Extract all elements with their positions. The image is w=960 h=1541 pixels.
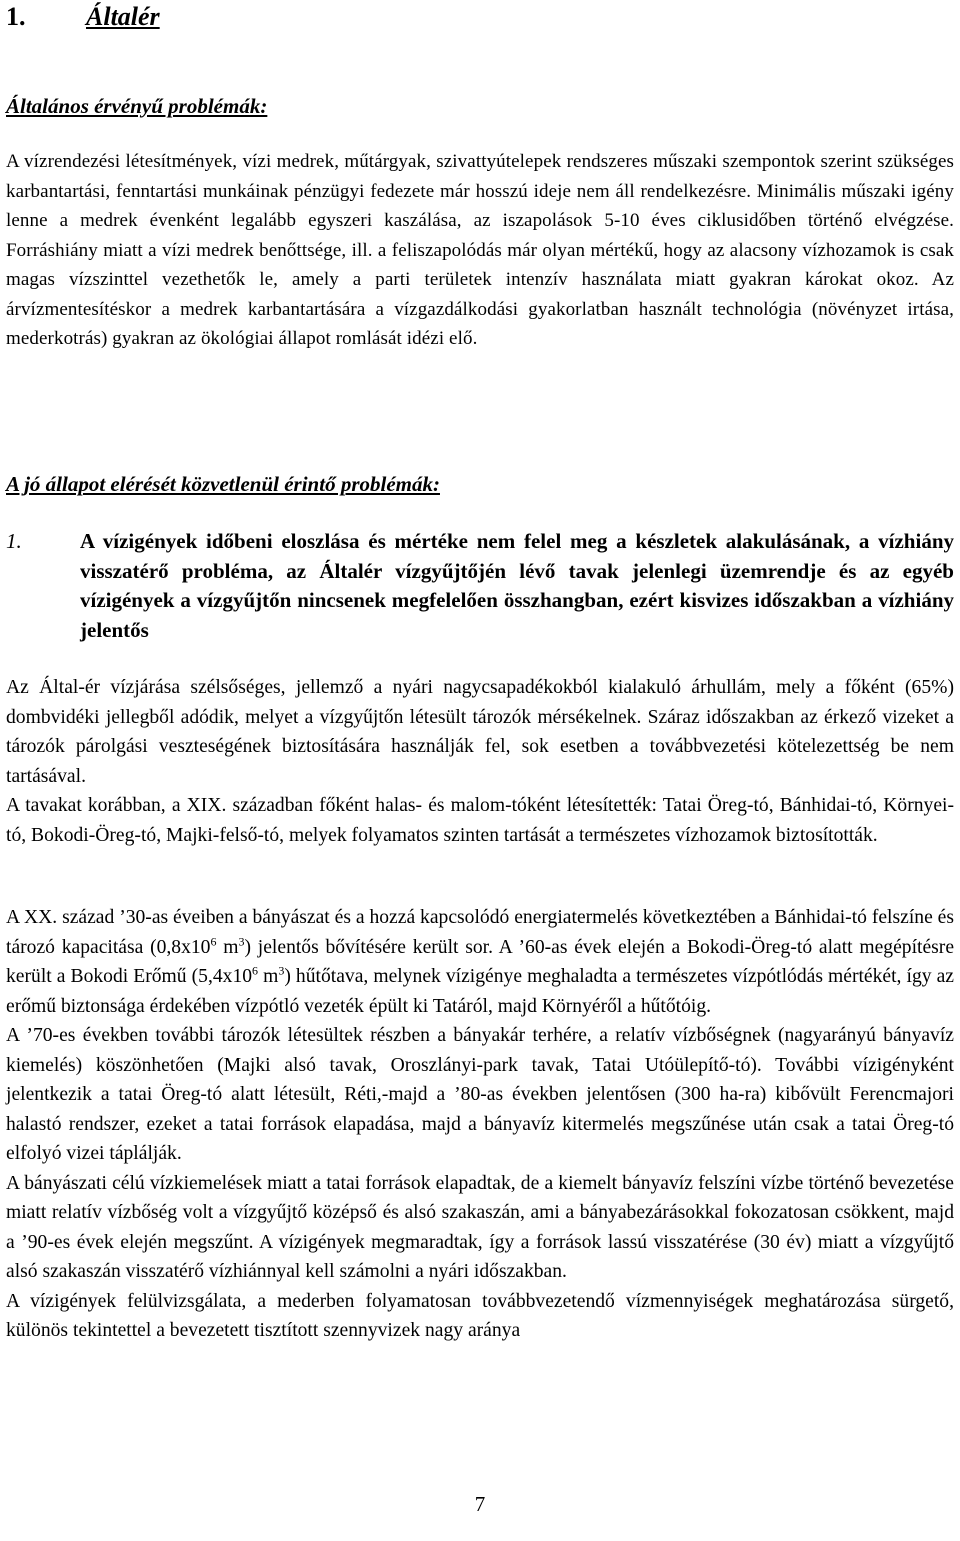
paragraph-felulvizsgalat: A vízigények felülvizsgálata, a mederben folyamatosan továbbvezetendő vízmennyiségek meghatározása sürgető, különös tekintettel a bevezetett tisztított szennyvizek nagy aránya <box>6 1290 954 1341</box>
direct-problems-heading: A jó állapot elérését közvetlenül érintő problémák: <box>6 472 440 496</box>
paragraph-altal-er: Az Által-ér vízjárása szélsőséges, jellemző a nyári nagycsapadékokból kialakuló árhullám, mely a főként (65%) dombvidéki jellegből adódik, melyet a vízgyűjtőn létesült tározók mérsékelnek. Száraz időszakban az érkező vizeket a tározók párolgási veszteségének biztosítására használják fel, sok esetben a továbbvezetési kötelezettség be nem tartásával. <box>6 677 954 787</box>
exponent: 6 <box>252 963 259 978</box>
general-problems-paragraph: A vízrendezési létesítmények, vízi medrek, műtárgyak, szivattyútelepek rendszeres műszaki szempontok szerint szükséges karbantartási, fenntartási munkáinak pénzügyi fedezete már hosszú ideje nem áll rendelkezésre. Minimális műszaki igény lenne a medrek évenként legalább egyszeri kaszálása, az iszapolások 5-10 éves ciklusidőben történő elvégzése. Forráshiány miatt a vízi medrek benőttsége, ill. a feliszapolódás már olyan mértékű, hogy az alacsony vízhozamok is csak magas vízszinttel vezethetők le, amely a parti területek intenzív használata miatt gyakran károkat okoz. Az árvízmentesítéskor a medrek karbantartására a vízgazdálkodási gyakorlatban használt technológia (növényzet irtása, mederkotrás) gyakran az ökológiai állapot romlását idézi elő. <box>6 151 954 349</box>
text-run: m <box>258 966 279 987</box>
general-problems-heading: Általános érvényű problémák: <box>6 94 268 118</box>
exponent: 3 <box>238 933 245 948</box>
paragraph-banyaszati: A bányászati célú vízkiemelések miatt a tatai források elapadtak, de a kiemelt bányavíz felszíni vízbe történő bevezetése miatt relatív vízbőség volt a vízgyűjtő középső és alsó szakaszán, ami a bányabezárásokkal fokozatosan csökkent, majd a ’90-es évek elején megszűnt. A vízigények megmaradtak, így a források lassú visszatérése (30 év) miatt a vízgyűjtő alsó szakaszán visszatérő vízhiánnyal kell számolni a nyári időszakban. <box>6 1172 954 1282</box>
chapter-number: 1. <box>6 2 26 31</box>
chapter-heading <box>6 2 160 32</box>
problem-item-text: A vízigények időbeni eloszlása és mértéke nem felel meg a készletek alakulásának, a vízhiány visszatérő probléma, az Általér vízgyűjtőjén lévő tavak jelenlegi üzemrendje és az egyéb vízigények a vízgyűjtőn nincsenek megfelelően összhangban, ezért kisvizes időszakban a vízhiány jelentős <box>80 529 954 642</box>
paragraph-tavak: A tavakat korábban, a XIX. században főként halas- és malom-tóként létesítették: Tatai Öreg-tó, Bánhidai-tó, Környei-tó, Bokodi-Öreg-tó, Majki-felső-tó, melyek folyamatos szinten tartását a természetes vízhozamok biztosították. <box>6 795 954 846</box>
chapter-title: Általér <box>86 2 160 31</box>
problem-item-1 <box>6 527 954 645</box>
text-run: m <box>216 936 239 958</box>
paragraph-70-es-evek: A ’70-es években további tározók létesültek részben a bányakár terhére, a relatív vízbőségnek (nagyarányú bányavíz kiemelés) köszönhetően (Majki alsó tavak, Oroszlányi-park tavak, Tatai Utóülepítő-tó). További vízigényként jelentkezik a tatai Öreg-tó alatt létesült, Réti,-majd a ’80-as években jelentősen (300 ha-ra) kibővült Ferencmajori halastó rendszer, ezeket a tatai források elapadása, majd a bányavíz kitermelés megszűnése után csak a tatai Öreg-tó elfolyó vizei táplálják. <box>6 1025 954 1164</box>
body-block-altal <box>6 673 954 850</box>
page-number: 7 <box>474 1492 486 1516</box>
text-run: A XX. század ’30-as éveiben a bányászat és a hozzá kapcsolódó energiatermelés következtében a Bánhidai-tó felszíne és tározó kapacitása (0,8x10 <box>6 907 954 958</box>
body-block-xx <box>6 903 954 1346</box>
problem-item-number: 1. <box>6 529 22 553</box>
exponent: 6 <box>210 933 217 948</box>
text-run: ) jelentős bővítésére került sor. A ’60-as évek elején a Bokodi-Öreg-tó alatt megépítésre került a Bokodi Erőmű (5,4x10 <box>6 936 955 987</box>
paragraph-xx-szazad <box>6 903 954 1021</box>
text-run: ) hűtőtava, melynek vízigénye meghaladta a természetes vízpótlódás mértékét, így az erőmű biztonsága érdekében vízpótló vezeték épült ki Tatáról, majd Környéről a hűtőtóig. <box>6 966 954 1017</box>
exponent: 3 <box>278 963 285 978</box>
